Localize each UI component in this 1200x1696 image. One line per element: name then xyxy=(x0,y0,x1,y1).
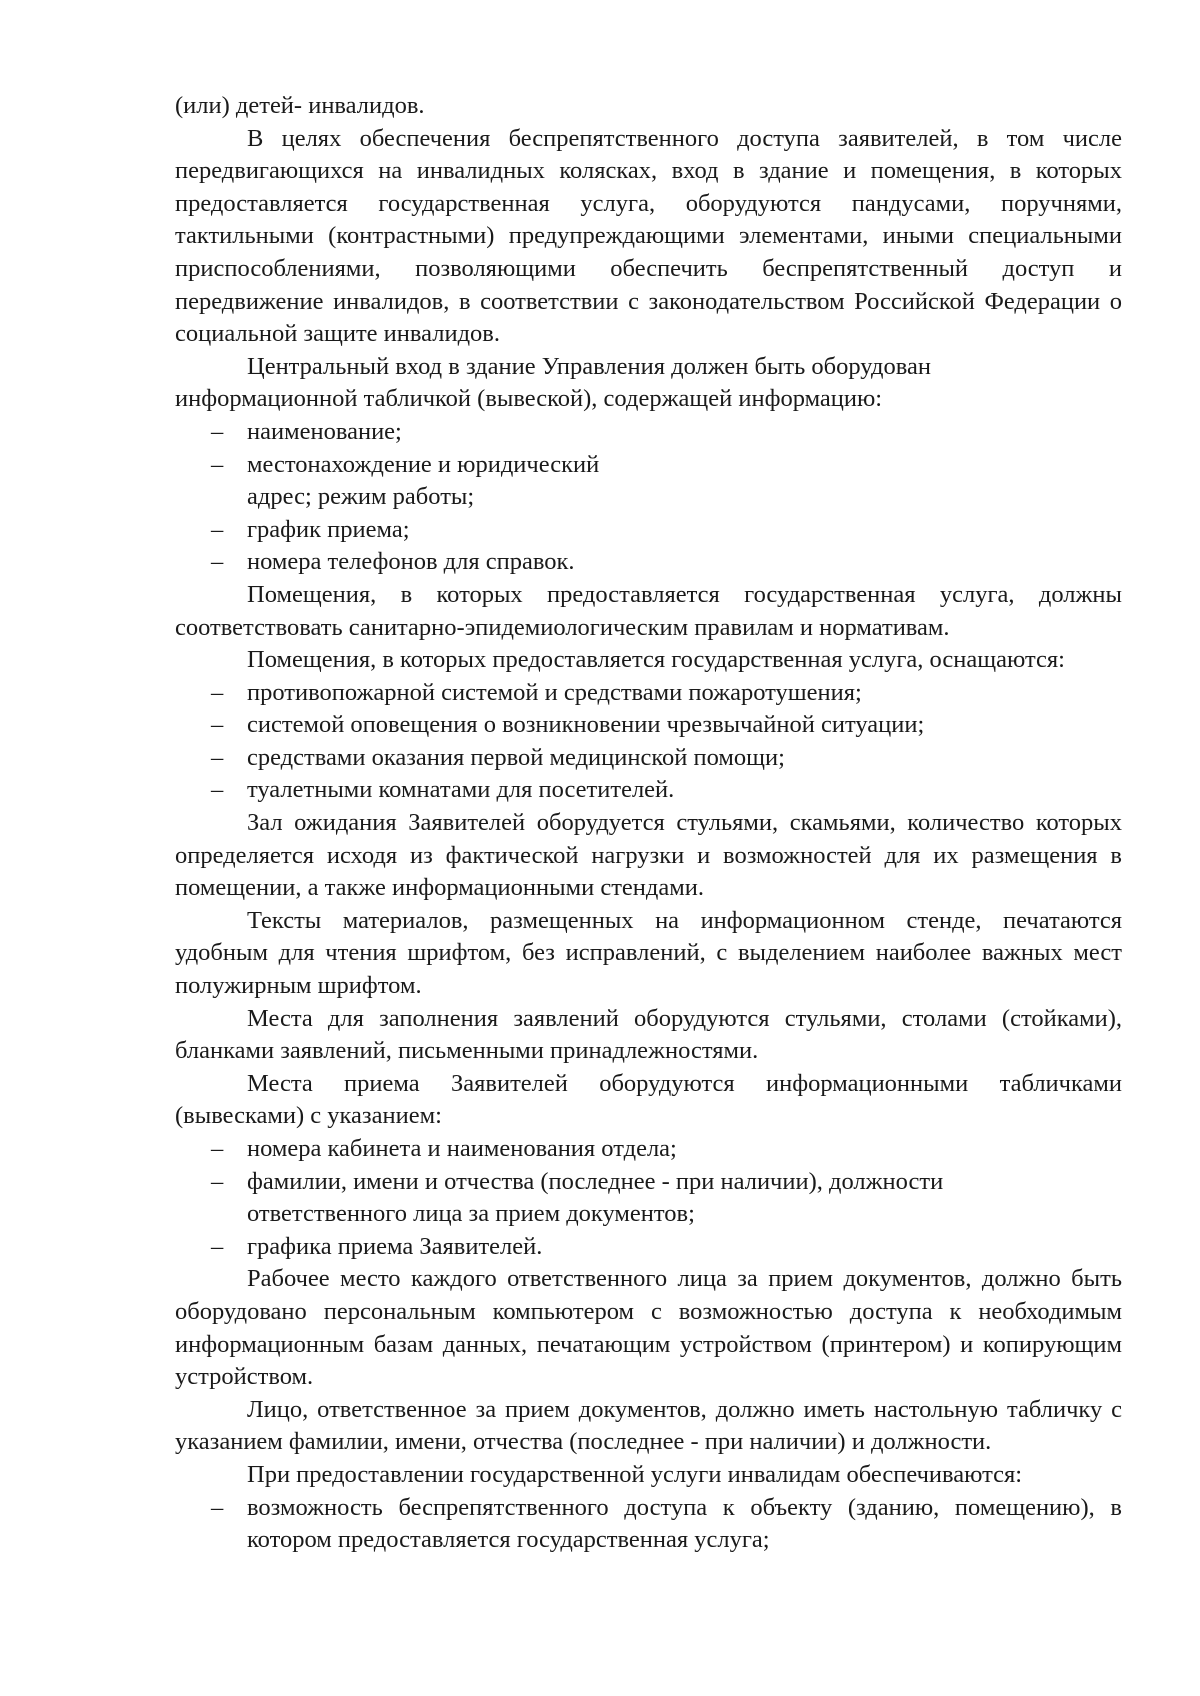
paragraph: Места для заполнения заявлений оборудуются стульями, столами (стойками), бланками заявлений, письменными принадлежностями. xyxy=(175,1004,1122,1065)
paragraph: Рабочее место каждого ответственного лица за прием документов, должно быть оборудовано персональным компьютером с возможностью доступа к необходимым информационным базам данных, печатающим устройством (принтером) и копирующим устройством. xyxy=(175,1265,1122,1391)
list-item-text: наименование; xyxy=(247,417,402,445)
paragraph: Места приема Заявителей оборудуются информационными табличками (вывесками) с указанием: xyxy=(175,1069,1122,1130)
paragraph: В целях обеспечения беспрепятственного доступа заявителей, в том числе передвигающихся на инвалидных колясках, вход в здание и помещения, в которых предоставляется государственная услуга, оборудуются пандусами, поручнями, тактильными (контрастными) предупреждающими элементами, иными специальными приспособлениями, позволяющими обеспечить беспрепятственный доступ и передвижение инвалидов, в соответствии с законодательством Российской Федерации о социальной защите инвалидов. xyxy=(175,124,1122,348)
dash-bullet-icon: – xyxy=(211,1232,224,1260)
bullet-list xyxy=(175,416,1122,579)
list-item xyxy=(175,1166,1122,1231)
list-item-text: противопожарной системой и средствами пожаротушения; xyxy=(247,678,862,706)
paragraph: Помещения, в которых предоставляется государственная услуга, должны соответствовать санитарно-эпидемиологическим правилам и нормативам. xyxy=(175,580,1122,641)
dash-bullet-icon: – xyxy=(211,743,224,771)
dash-bullet-icon: – xyxy=(211,711,224,739)
list-item-text: номера телефонов для справок. xyxy=(247,548,575,576)
paragraph: (или) детей- инвалидов. xyxy=(175,92,425,119)
dash-bullet-icon: – xyxy=(211,1167,224,1195)
dash-bullet-icon: – xyxy=(211,450,224,478)
list-item xyxy=(175,449,1122,514)
dash-bullet-icon: – xyxy=(211,1135,224,1162)
paragraph: Лицо, ответственное за прием документов, должно иметь настольную табличку с указанием фамилии, имени, отчества (последнее - при наличии) и должности. xyxy=(175,1395,1122,1456)
list-item-text: средствами оказания первой медицинской помощи; xyxy=(247,743,785,771)
dash-bullet-icon: – xyxy=(211,515,224,543)
list-item-text: графика приема Заявителей. xyxy=(247,1232,543,1260)
list-item-text: возможность беспрепятственного доступа к объекту (зданию, помещению), в котором предоставляется государственная услуга; xyxy=(247,1493,1122,1554)
list-item xyxy=(175,742,1122,775)
dash-bullet-icon: – xyxy=(211,678,224,706)
list-item xyxy=(175,546,1122,579)
list-item xyxy=(175,774,1122,807)
list-item xyxy=(175,1492,1122,1557)
list-item-text: местонахождение и юридический адрес; режим работы; xyxy=(247,450,600,511)
bullet-list xyxy=(175,1133,1122,1263)
bullet-list xyxy=(175,677,1122,807)
list-item xyxy=(175,514,1122,547)
dash-bullet-icon: – xyxy=(211,417,224,445)
list-item xyxy=(175,709,1122,742)
list-item-text: график приема; xyxy=(247,515,410,543)
list-item xyxy=(175,1133,1122,1166)
dash-bullet-icon: – xyxy=(211,548,224,576)
list-item xyxy=(175,416,1122,449)
list-item xyxy=(175,1231,1122,1264)
list-item-text: фамилии, имени и отчества (последнее - при наличии), должности ответственного лица за прием документов; xyxy=(247,1167,944,1228)
dash-bullet-icon: – xyxy=(211,1493,224,1521)
paragraph: Помещения, в которых предоставляется государственная услуга, оснащаются: xyxy=(247,646,1065,674)
list-item xyxy=(175,677,1122,710)
list-item-text: системой оповещения о возникновении чрезвычайной ситуации; xyxy=(247,711,925,739)
dash-bullet-icon: – xyxy=(211,776,224,804)
list-item-text: туалетными комнатами для посетителей. xyxy=(247,776,675,804)
list-item-text: номера кабинета и наименования отдела; xyxy=(247,1135,677,1162)
paragraph: При предоставлении государственной услуги инвалидам обеспечиваются: xyxy=(247,1460,1023,1488)
paragraph: Зал ожидания Заявителей оборудуется стульями, скамьями, количество которых определяется исходя из фактической нагрузки и возможностей для их размещения в помещении, а также информационными стендами. xyxy=(175,809,1122,902)
paragraph-line: информационной табличкой (вывеской), содержащей информацию: xyxy=(175,385,883,413)
bullet-list xyxy=(175,1492,1122,1557)
paragraph xyxy=(175,351,1122,416)
document-page xyxy=(175,90,1122,1557)
paragraph-line: Центральный вход в здание Управления должен быть оборудован xyxy=(247,352,931,380)
paragraph: Тексты материалов, размещенных на информационном стенде, печатаются удобным для чтения шрифтом, без исправлений, с выделением наиболее важных мест полужирным шрифтом. xyxy=(175,906,1122,1000)
